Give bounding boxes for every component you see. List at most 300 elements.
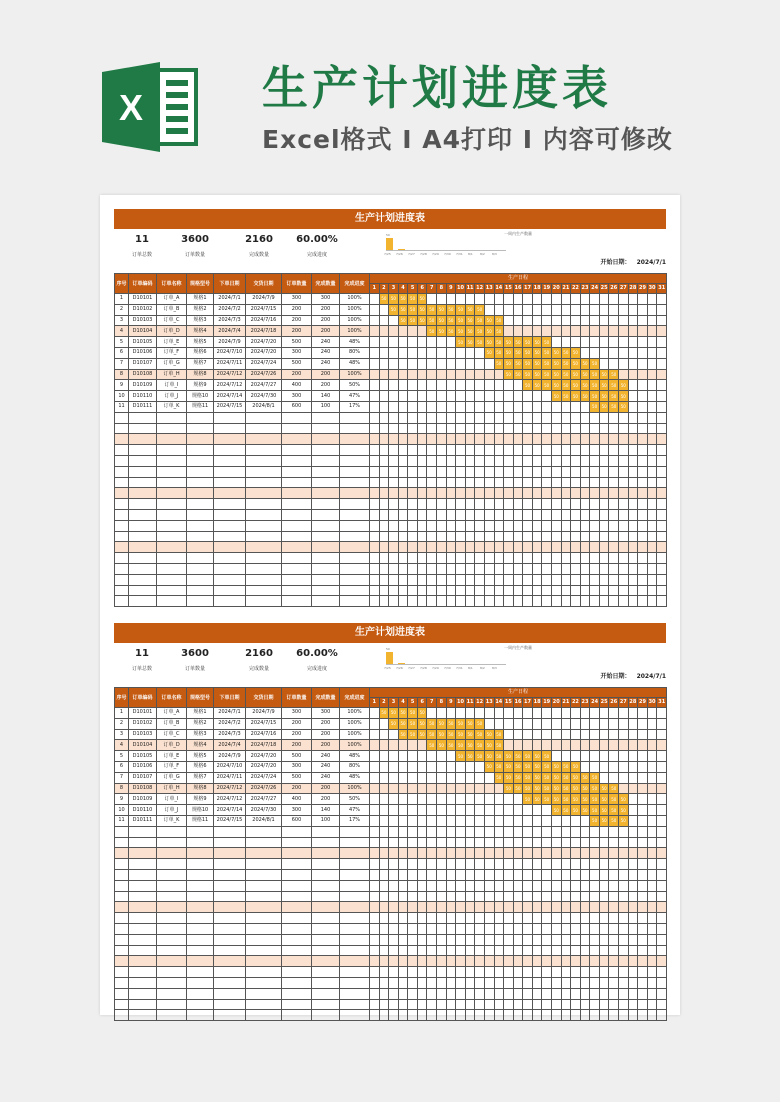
day-cell	[370, 1010, 380, 1021]
day-cell	[408, 848, 418, 859]
day-cell: 50	[456, 315, 466, 326]
day-cell	[619, 499, 629, 510]
day-cell	[599, 708, 609, 719]
day-cell: 50	[465, 751, 475, 762]
chart-x-label: 7/27	[408, 252, 415, 256]
day-cell: 50	[609, 380, 619, 391]
cell-qty	[282, 445, 312, 456]
day-cell	[370, 859, 380, 870]
day-cell	[379, 304, 389, 315]
day-cell	[437, 455, 447, 466]
day-cell	[523, 988, 533, 999]
day-cell	[551, 294, 561, 305]
day-cell	[389, 553, 399, 564]
day-cell	[389, 945, 399, 956]
day-cell	[571, 891, 581, 902]
cell-qty	[282, 967, 312, 978]
day-cell: 50	[599, 815, 609, 826]
table-row	[115, 326, 667, 337]
cell-progress: 80%	[340, 761, 370, 772]
day-cell	[638, 999, 648, 1010]
day-cell: 50	[571, 358, 581, 369]
day-cell	[542, 553, 552, 564]
cell-no: 2	[115, 718, 129, 729]
day-cell	[580, 553, 590, 564]
day-cell	[551, 859, 561, 870]
day-cell: 50	[523, 772, 533, 783]
day-cell	[523, 585, 533, 596]
day-header: 13	[484, 284, 494, 294]
day-cell	[475, 477, 485, 488]
day-cell	[484, 423, 494, 434]
day-cell	[532, 891, 542, 902]
cell-done	[312, 913, 340, 924]
cell-order_date: 2024/7/3	[214, 315, 246, 326]
day-cell	[657, 999, 667, 1010]
day-cell	[446, 380, 456, 391]
day-cell	[609, 880, 619, 891]
cell-order_date: 2024/7/10	[214, 761, 246, 772]
day-cell: 50	[475, 729, 485, 740]
cell-spec	[187, 977, 214, 988]
day-cell	[590, 337, 600, 348]
day-cell: 50	[475, 304, 485, 315]
day-header: 11	[465, 698, 475, 708]
day-cell	[370, 347, 380, 358]
day-cell	[542, 805, 552, 816]
day-cell	[370, 923, 380, 934]
day-cell	[657, 574, 667, 585]
day-cell: 50	[590, 369, 600, 380]
day-cell	[484, 531, 494, 542]
day-cell: 50	[532, 783, 542, 794]
day-cell	[561, 837, 571, 848]
cell-delivery	[246, 913, 282, 924]
cell-order_date	[214, 977, 246, 988]
day-cell	[513, 596, 523, 607]
blank-row	[115, 923, 667, 934]
day-cell	[609, 837, 619, 848]
cell-order_date	[214, 859, 246, 870]
day-cell	[619, 859, 629, 870]
day-cell	[484, 488, 494, 499]
cell-done: 100	[312, 401, 340, 412]
day-cell	[532, 826, 542, 837]
day-cell	[513, 434, 523, 445]
day-cell	[494, 967, 504, 978]
day-cell	[561, 401, 571, 412]
day-cell	[571, 1010, 581, 1021]
blank-row	[115, 423, 667, 434]
day-cell	[446, 477, 456, 488]
day-cell	[551, 751, 561, 762]
day-cell	[542, 934, 552, 945]
cell-order_date: 2024/7/1	[214, 294, 246, 305]
day-header: 29	[638, 284, 648, 294]
day-cell	[619, 1010, 629, 1021]
day-cell	[647, 391, 657, 402]
cell-progress: 100%	[340, 315, 370, 326]
day-cell	[417, 1010, 427, 1021]
day-cell	[609, 585, 619, 596]
day-cell	[542, 740, 552, 751]
cell-done	[312, 934, 340, 945]
day-cell: 50	[494, 761, 504, 772]
day-cell	[389, 542, 399, 553]
day-cell	[427, 401, 437, 412]
day-cell	[504, 455, 514, 466]
blank-row	[115, 466, 667, 477]
day-cell	[628, 445, 638, 456]
day-cell	[389, 826, 399, 837]
day-cell	[609, 977, 619, 988]
day-cell	[647, 988, 657, 999]
day-cell	[619, 596, 629, 607]
day-cell	[647, 380, 657, 391]
day-cell	[504, 967, 514, 978]
day-cell	[465, 380, 475, 391]
day-cell	[494, 488, 504, 499]
cell-delivery	[246, 891, 282, 902]
day-cell: 50	[561, 805, 571, 816]
cell-qty: 600	[282, 815, 312, 826]
day-cell	[590, 294, 600, 305]
day-cell	[408, 1010, 418, 1021]
blank-row	[115, 445, 667, 456]
cell-order_date	[214, 848, 246, 859]
day-cell	[590, 531, 600, 542]
cell-code: D10101	[129, 708, 157, 719]
cell-name	[157, 977, 187, 988]
start-date: 开始日期： 2024/7/1	[600, 259, 666, 266]
cell-order_date	[214, 869, 246, 880]
day-cell	[389, 596, 399, 607]
day-cell	[609, 934, 619, 945]
day-cell	[523, 913, 533, 924]
cell-qty	[282, 553, 312, 564]
day-cell	[599, 1010, 609, 1021]
cell-done	[312, 869, 340, 880]
day-cell	[484, 499, 494, 510]
blank-row	[115, 848, 667, 859]
day-cell	[628, 574, 638, 585]
cell-qty: 300	[282, 347, 312, 358]
day-header: 8	[437, 284, 447, 294]
cell-order_date: 2024/7/1	[214, 708, 246, 719]
day-cell	[370, 880, 380, 891]
day-cell: 50	[580, 369, 590, 380]
day-cell: 50	[446, 718, 456, 729]
day-cell	[532, 445, 542, 456]
day-cell	[638, 542, 648, 553]
cell-no: 3	[115, 729, 129, 740]
cell-spec: 规格6	[187, 761, 214, 772]
day-cell	[647, 553, 657, 564]
day-cell	[398, 988, 408, 999]
cell-progress	[340, 913, 370, 924]
day-cell	[619, 708, 629, 719]
day-cell: 50	[379, 708, 389, 719]
day-cell	[513, 509, 523, 520]
day-cell	[417, 880, 427, 891]
day-cell	[532, 956, 542, 967]
day-cell	[456, 794, 466, 805]
day-cell	[523, 729, 533, 740]
day-cell	[475, 542, 485, 553]
stat-progress: 60.00% 完成进度	[296, 234, 338, 258]
day-cell	[590, 859, 600, 870]
day-cell	[532, 531, 542, 542]
day-cell	[590, 988, 600, 999]
day-cell	[370, 542, 380, 553]
day-cell: 50	[417, 304, 427, 315]
day-cell	[551, 596, 561, 607]
day-cell	[609, 869, 619, 880]
cell-name: 订单_K	[157, 401, 187, 412]
day-cell	[532, 499, 542, 510]
day-cell	[494, 380, 504, 391]
day-cell	[389, 369, 399, 380]
day-cell	[657, 358, 667, 369]
day-cell	[446, 967, 456, 978]
day-cell	[580, 837, 590, 848]
column-header: 订单数量	[282, 274, 312, 294]
cell-spec	[187, 891, 214, 902]
schedule-table	[114, 273, 667, 607]
cell-no	[115, 902, 129, 913]
day-cell	[484, 520, 494, 531]
day-cell: 50	[619, 815, 629, 826]
day-cell	[609, 848, 619, 859]
cell-progress	[340, 956, 370, 967]
day-cell	[561, 891, 571, 902]
day-cell	[484, 585, 494, 596]
day-cell	[599, 837, 609, 848]
cell-no	[115, 477, 129, 488]
day-cell	[398, 520, 408, 531]
day-cell	[628, 772, 638, 783]
day-cell	[561, 315, 571, 326]
day-cell: 50	[599, 380, 609, 391]
day-cell	[657, 380, 667, 391]
day-cell	[532, 988, 542, 999]
day-cell	[571, 977, 581, 988]
day-cell	[628, 466, 638, 477]
day-cell	[370, 455, 380, 466]
day-cell	[456, 401, 466, 412]
cell-spec	[187, 488, 214, 499]
day-cell	[370, 412, 380, 423]
day-cell	[465, 891, 475, 902]
cell-spec	[187, 499, 214, 510]
day-cell	[561, 445, 571, 456]
day-cell	[513, 488, 523, 499]
day-cell	[532, 520, 542, 531]
day-cell	[580, 455, 590, 466]
day-cell	[408, 772, 418, 783]
day-cell	[513, 574, 523, 585]
day-cell	[513, 520, 523, 531]
day-cell	[408, 391, 418, 402]
cell-delivery	[246, 837, 282, 848]
day-cell: 50	[475, 751, 485, 762]
day-cell	[494, 509, 504, 520]
day-cell	[657, 805, 667, 816]
day-cell	[427, 455, 437, 466]
day-cell	[484, 596, 494, 607]
day-cell: 50	[504, 772, 514, 783]
cell-name	[157, 553, 187, 564]
day-header: 14	[494, 284, 504, 294]
day-cell: 50	[417, 315, 427, 326]
cell-spec	[187, 574, 214, 585]
day-cell	[619, 531, 629, 542]
day-cell	[561, 913, 571, 924]
day-cell	[551, 826, 561, 837]
day-cell	[475, 934, 485, 945]
day-cell	[657, 466, 667, 477]
day-cell: 50	[417, 718, 427, 729]
day-cell	[446, 596, 456, 607]
day-cell	[465, 596, 475, 607]
day-cell	[647, 794, 657, 805]
day-cell	[446, 585, 456, 596]
day-cell	[408, 956, 418, 967]
cell-no	[115, 977, 129, 988]
day-cell	[638, 531, 648, 542]
day-cell	[475, 859, 485, 870]
day-cell	[561, 326, 571, 337]
day-cell	[609, 751, 619, 762]
sheet-title-bar: 生产计划进度表	[114, 623, 666, 643]
day-cell	[494, 369, 504, 380]
day-cell	[456, 988, 466, 999]
day-cell	[628, 708, 638, 719]
day-cell	[599, 477, 609, 488]
day-cell	[484, 391, 494, 402]
day-cell	[475, 423, 485, 434]
blank-row	[115, 945, 667, 956]
day-header: 31	[657, 284, 667, 294]
day-cell	[513, 977, 523, 988]
day-cell	[580, 945, 590, 956]
day-cell	[638, 913, 648, 924]
cell-code	[129, 859, 157, 870]
day-cell	[504, 729, 514, 740]
day-cell: 50	[551, 369, 561, 380]
header-row	[115, 688, 667, 698]
day-cell	[590, 574, 600, 585]
day-cell	[484, 956, 494, 967]
day-cell	[379, 596, 389, 607]
day-cell	[427, 967, 437, 978]
blank-row	[115, 596, 667, 607]
day-cell	[456, 347, 466, 358]
day-cell	[456, 585, 466, 596]
cell-spec	[187, 913, 214, 924]
day-cell	[456, 563, 466, 574]
day-cell	[513, 477, 523, 488]
day-cell: 50	[609, 391, 619, 402]
day-cell	[590, 455, 600, 466]
day-cell	[370, 837, 380, 848]
day-cell	[609, 412, 619, 423]
day-cell	[389, 902, 399, 913]
day-cell	[465, 412, 475, 423]
day-cell	[379, 499, 389, 510]
day-cell	[398, 977, 408, 988]
day-cell	[437, 294, 447, 305]
day-cell: 50	[551, 794, 561, 805]
day-cell	[398, 902, 408, 913]
cell-spec	[187, 848, 214, 859]
day-cell	[504, 434, 514, 445]
day-cell	[609, 826, 619, 837]
day-cell	[542, 434, 552, 445]
day-cell: 50	[619, 805, 629, 816]
cell-order_date	[214, 923, 246, 934]
day-cell	[619, 477, 629, 488]
day-cell	[599, 455, 609, 466]
day-cell: 50	[456, 729, 466, 740]
day-header: 20	[551, 284, 561, 294]
day-cell	[647, 977, 657, 988]
cell-done	[312, 1010, 340, 1021]
day-cell	[628, 815, 638, 826]
day-header: 11	[465, 284, 475, 294]
day-cell	[370, 466, 380, 477]
day-cell	[619, 563, 629, 574]
day-cell: 50	[475, 326, 485, 337]
day-cell	[484, 869, 494, 880]
cell-done: 140	[312, 391, 340, 402]
day-cell	[494, 520, 504, 531]
day-cell	[398, 880, 408, 891]
day-cell	[513, 815, 523, 826]
day-cell	[647, 358, 657, 369]
cell-progress	[340, 466, 370, 477]
day-cell	[657, 596, 667, 607]
day-cell	[513, 563, 523, 574]
day-cell	[580, 401, 590, 412]
day-cell	[590, 509, 600, 520]
day-cell	[427, 783, 437, 794]
day-cell	[580, 999, 590, 1010]
chart-bar	[386, 238, 393, 250]
day-cell	[417, 751, 427, 762]
day-cell	[379, 553, 389, 564]
day-header: 23	[580, 284, 590, 294]
day-cell	[628, 520, 638, 531]
day-cell	[571, 934, 581, 945]
day-cell	[484, 967, 494, 978]
day-cell	[542, 391, 552, 402]
day-cell	[484, 945, 494, 956]
day-cell	[542, 574, 552, 585]
day-cell	[408, 585, 418, 596]
cell-order_date: 2024/7/9	[214, 751, 246, 762]
day-cell	[561, 531, 571, 542]
day-cell	[427, 380, 437, 391]
day-cell	[590, 347, 600, 358]
day-cell	[599, 531, 609, 542]
day-cell: 50	[561, 347, 571, 358]
day-header: 28	[628, 284, 638, 294]
day-header: 24	[590, 698, 600, 708]
day-cell	[446, 999, 456, 1010]
day-cell	[513, 934, 523, 945]
day-cell	[389, 585, 399, 596]
